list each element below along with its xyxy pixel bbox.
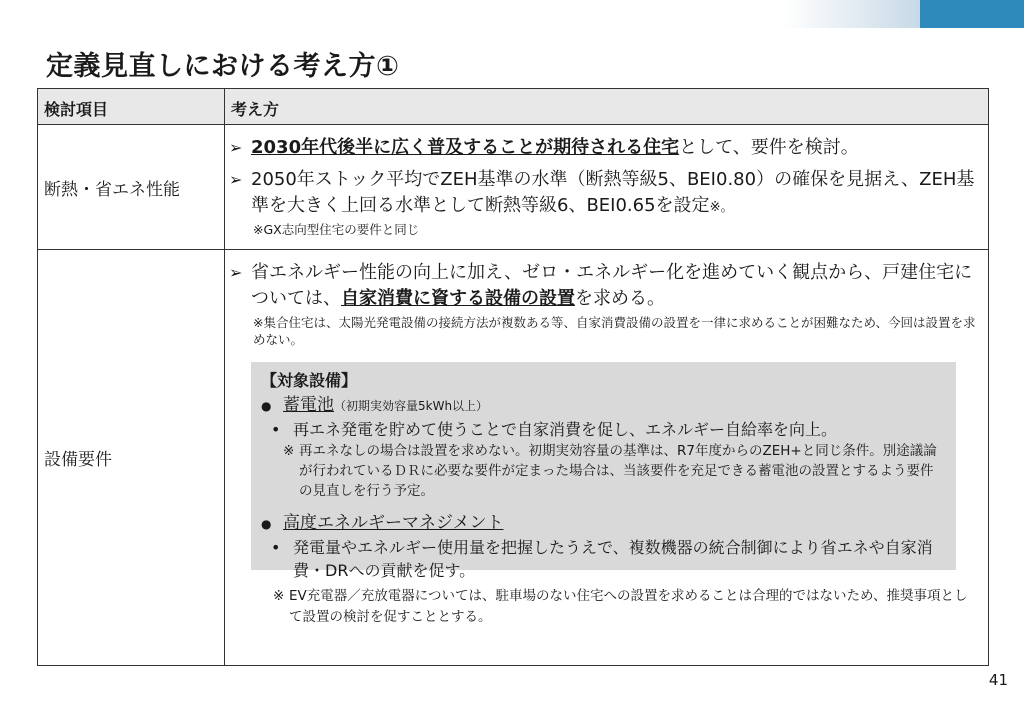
row-content-insulation xyxy=(225,125,989,250)
filled-circle-bullet-icon: ● xyxy=(261,399,272,413)
header-item: 検討項目 xyxy=(38,89,225,125)
bullet-item xyxy=(229,135,976,161)
small-dot-bullet-icon: • xyxy=(271,538,281,557)
bullet-text: 2050年ストック平均でZEH基準の水準（断熱等級5、BEI0.80）の確保を見据え、ZEH基準を大きく上回る水準として断熱等級6、BEI0.65を設定※。 xyxy=(251,169,975,216)
criteria-table xyxy=(37,88,989,666)
arrow-bullet-icon: ➢ xyxy=(229,170,243,189)
row-content-equipment xyxy=(225,250,989,666)
table-row-insulation xyxy=(38,125,989,250)
reference-mark-icon: ※ xyxy=(273,588,285,604)
bullet-text: 2030年代後半に広く普及することが期待される住宅として、要件を検討。 xyxy=(251,137,859,158)
sub-bullet: • 発電量やエネルギー使用量を把握したうえで、複数機器の統合制御により省エネや自家消費・DRへの貢献を促す。 xyxy=(271,538,933,580)
header-approach: 考え方 xyxy=(225,89,989,125)
equipment-name: 高度エネルギーマネジメント xyxy=(283,513,504,533)
row-label-equipment: 設備要件 xyxy=(38,250,225,666)
filled-circle-bullet-icon: ● xyxy=(261,517,272,531)
header-decoration-block xyxy=(920,0,1024,28)
target-equipment-box xyxy=(251,362,956,580)
arrow-bullet-icon: ➢ xyxy=(229,263,243,282)
reference-mark-icon: ※ xyxy=(283,443,295,459)
emphasis-text: 2030年代後半に広く普及することが期待される住宅 xyxy=(251,137,680,158)
arrow-bullet-icon: ➢ xyxy=(229,138,243,157)
bullet-item xyxy=(229,260,976,312)
equipment-item-battery xyxy=(261,393,946,418)
ev-charger-footnote: ※ EV充電器／充放電器については、駐車場のない住宅への設置を求めることは合理的ではないため、推奨事項として設置の検討を促すこととする。 xyxy=(273,586,976,628)
page-title: 定義見直しにおける考え方① xyxy=(46,51,400,82)
battery-note: ※ 再エネなしの場合は設置を求めない。初期実効容量の基準は、R7年度からのZEH+と同じ条件。別途議論が行われているＤＲに必要な要件が定まった場合は、当該要件を充足できる蓄電池の設置とするよう要件の見直しを行う予定。 xyxy=(283,443,937,499)
note-text: ※GX志向型住宅の要件と同じ xyxy=(253,222,420,237)
table-header-row xyxy=(38,89,989,125)
note-text: ※集合住宅は、太陽光発電設備の接続方法が複数ある等、自家消費設備の設置を一律に求めることが困難なため、今回は設置を求めない。 xyxy=(253,315,976,347)
bullet-item xyxy=(229,167,976,221)
page-number: 41 xyxy=(988,671,1008,689)
bullet-text: 省エネルギー性能の向上に加え、ゼロ・エネルギー化を進めていく観点から、戸建住宅については、自家消費に資する設備の設置を求める。 xyxy=(251,262,973,309)
box-heading: 【対象設備】 xyxy=(261,371,358,390)
emphasis-text: 自家消費に資する設備の設置 xyxy=(341,288,575,309)
sub-bullet: • 再エネ発電を貯めて使うことで自家消費を促し、エネルギー自給率を向上。 xyxy=(271,420,838,439)
equipment-spec: （初期実効容量5kWh以上） xyxy=(334,399,489,413)
equipment-item-hems xyxy=(261,511,946,536)
small-dot-bullet-icon: • xyxy=(271,420,281,439)
table-row-equipment xyxy=(38,250,989,666)
row-label-insulation: 断熱・省エネ性能 xyxy=(38,125,225,250)
equipment-name: 蓄電池 xyxy=(283,395,334,415)
